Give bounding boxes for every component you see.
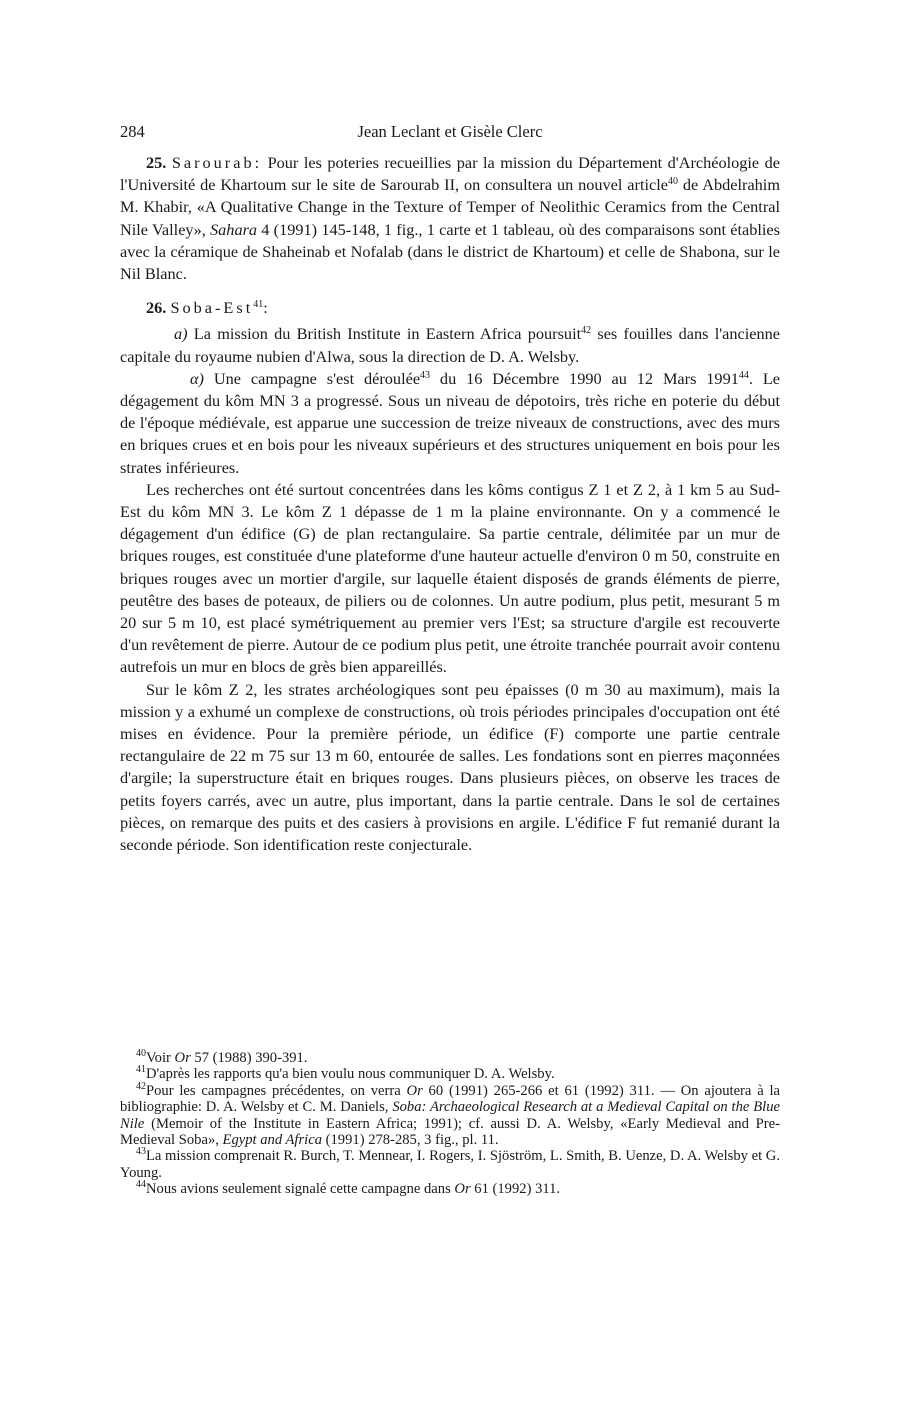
- section-26-heading: [120, 297, 780, 319]
- footnote-text: Pour les campagnes précédentes, on verra: [146, 1082, 407, 1099]
- footnote-43: [120, 1148, 780, 1181]
- footnote-ref: 44: [738, 369, 749, 381]
- footnote-number: 41: [136, 1064, 146, 1076]
- paragraph-text: 4 (1991) 145-148, 1 fig., 1 carte et 1 tableau, où des comparaisons sont établies avec la céramique de Shaheinab et Nofalab (dans le district de Khartoum) et celle de Shabona, sur le Nil Blanc.: [120, 219, 780, 284]
- footnote-42: [120, 1080, 781, 1149]
- section-number: 25.: [146, 153, 167, 172]
- section-title: Sarourab:: [171, 153, 263, 172]
- footnote-number: 44: [136, 1179, 146, 1191]
- footnote-text: 57 (1988) 390-391.: [190, 1050, 308, 1066]
- section-colon: :: [263, 298, 268, 318]
- footnote-number: 40: [136, 1048, 146, 1059]
- journal-title: Or: [174, 1050, 191, 1066]
- page-header: [120, 118, 780, 152]
- paragraph-text: ses fouilles dans l'ancienne capitale du royaume nubien d'Alwa, sous la direction de D. A. Welsby.: [120, 324, 780, 366]
- footnote-44: [120, 1181, 780, 1197]
- footnote-text: La mission comprenait R. Burch, T. Mennear, I. Rogers, I. Sjöström, L. Smith, B. Uenze, D. A. Welsby et G. Young.: [120, 1148, 780, 1181]
- footnote-text: D'après les rapports qu'a bien voulu nous communiquer D. A. Welsby.: [146, 1066, 555, 1083]
- footnote-ref: 42: [581, 325, 592, 337]
- subsection-label: a): [174, 324, 188, 344]
- footnote-text: (1991) 278-285, 3 fig., pl. 11.: [322, 1132, 499, 1149]
- book-title: Egypt and Africa: [222, 1132, 322, 1149]
- paragraph-text: . Le dégagement du kôm MN 3 a progressé. Sous un niveau de dépotoirs, très riche en poterie du début de l'époque médiévale, est apparue une succession de treize niveaux de constructions, avec des murs en briques crues et en bois pour les niveaux supérieurs et des structures uniquement en bois pour les strates inférieures.: [120, 368, 780, 477]
- footnote-ref: 40: [667, 176, 678, 188]
- subsection-a-paragraph: [120, 323, 780, 367]
- footnote-text: (Memoir of the Institute in Eastern Africa; 1991); cf. aussi D. A. Welsby, «Early Medieval and Pre-Medieval Soba»,: [120, 1115, 780, 1149]
- paragraph-text: du 16 Décembre 1990 au 12 Mars 1991: [430, 368, 739, 388]
- footnotes: [120, 1050, 780, 1198]
- paragraph-text: Une campagne s'est déroulée: [203, 368, 421, 388]
- footnote-text: Voir: [146, 1050, 175, 1066]
- journal-title: Sahara: [210, 219, 258, 239]
- footnote-ref: 41: [253, 299, 264, 311]
- page: [120, 118, 780, 856]
- page-number: 284: [120, 122, 145, 141]
- book-title: Soba: Archaeological Research at a Medieval Capital on the Blue Nile: [120, 1099, 780, 1132]
- paragraph-kom-z1: Les recherches ont été surtout concentrées dans les kôms contigus Z 1 et Z 2, à 1 km 5 au Sud-Est du kôm MN 3. Le kôm Z 1 dépasse de 1 m la plaine environnante. On y a commencé le dégagement d'un édifice (G) de plan rectangulaire. Sa partie centrale, délimitée par un mur de briques rouges, est constituée d'une plateforme d'une hauteur actuelle d'environ 0 m 50, construite en briques rouges avec un mortier d'argile, sur laquelle étaient disposés de grands éléments de pierre, peutêtre des bases de poteaux, de piliers ou de colonnes. Un autre podium, plus petit, mesurant 5 m 20 sur 5 m 10, est placé symétriquement au premier vers l'Est; sa structure d'argile est recouverte d'un revêtement de pierre. Autour de ce podium plus petit, une étroite tranchée pourrait avoir contenu autrefois un mur en blocs de grès bien appareillés.: [120, 479, 780, 677]
- footnote-text: 60 (1991) 265-266 et 61 (1992) 311. — On ajoutera à la bibliographie: D. A. Welsby et C. M. Daniels,: [120, 1082, 781, 1116]
- paragraph-text: La mission du British Institute in Eastern Africa poursuit: [187, 324, 582, 344]
- footnote-number: 43: [136, 1146, 146, 1158]
- journal-title: Or: [406, 1082, 423, 1099]
- body-text: [120, 152, 780, 856]
- paragraph-kom-z2: Sur le kôm Z 2, les strates archéologiques sont peu épaisses (0 m 30 au maximum), mais la mission y a exhumé un complexe de constructions, où trois périodes principales d'occupation ont été mises en évidence. Pour la première période, un édifice (F) comporte une partie centrale rectangulaire de 22 m 75 sur 13 m 60, entourée de salles. Les fondations sont en pierres maçonnées d'argile; la superstructure était en briques rouges. Dans plusieurs pièces, on observe les traces de petits foyers carrés, avec un autre, plus important, dans la partie centrale. Dans le sol de certaines pièces, on remarque des puits et des casiers à provisions en argile. L'édifice F fut remanié durant la seconde période. Son identification reste conjecturale.: [120, 679, 780, 855]
- subsection-alpha-paragraph: [120, 368, 780, 479]
- footnote-ref: 43: [420, 369, 431, 381]
- footnote-text: Nous avions seulement signalé cette campagne dans: [146, 1181, 455, 1198]
- section-title: Soba-Est: [170, 298, 254, 318]
- footnote-text: 61 (1992) 311.: [470, 1181, 561, 1198]
- paragraph-text: de Abdelrahim M. Khabir, «A Qualitative Change in the Texture of Temper of Neolithic Ceramics from the Central Nile Valley»,: [120, 175, 780, 239]
- section-25-paragraph: [120, 152, 780, 285]
- footnote-41: [120, 1066, 780, 1082]
- footnote-40: [120, 1050, 780, 1066]
- footnote-number: 42: [136, 1080, 146, 1092]
- section-number: 26.: [146, 298, 167, 318]
- journal-title: Or: [454, 1181, 471, 1198]
- running-head: Jean Leclant et Gisèle Clerc: [357, 122, 543, 141]
- subsection-label: α): [190, 368, 204, 388]
- paragraph-text: Pour les poteries recueillies par la mission du Département d'Archéologie de l'Université de Khartoum sur le site de Sarourab II, on consultera un nouvel article: [120, 153, 780, 195]
